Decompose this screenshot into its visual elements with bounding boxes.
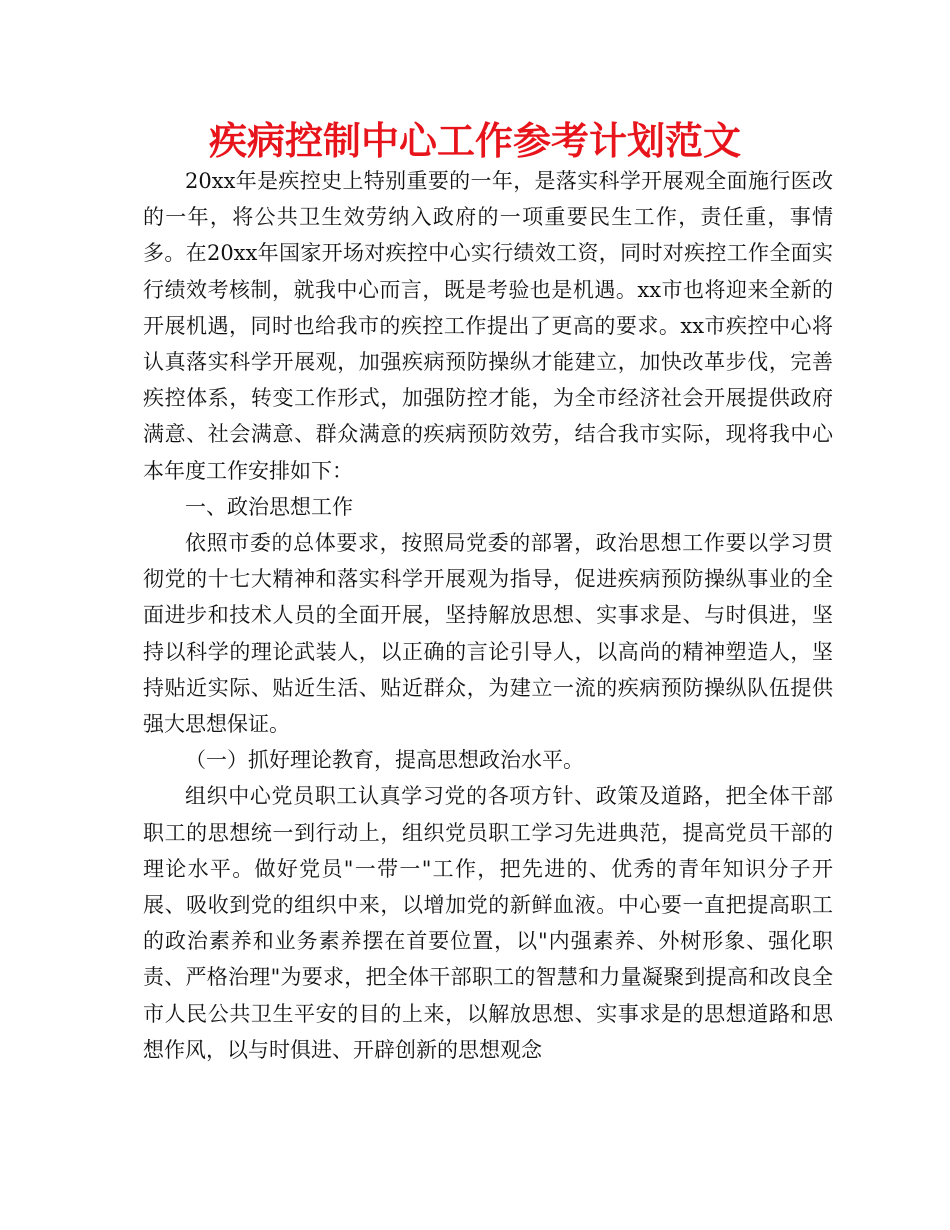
document-title: 疾病控制中心工作参考计划范文: [208, 119, 741, 163]
document-body: [143, 163, 833, 1068]
paragraph-intro: 20xx年是疾控史上特别重要的一年，是落实科学开展观全面施行医改的一年，将公共卫生效劳纳入政府的一项重要民生工作，责任重，事情多。在20xx年国家开场对疾控中心实行绩效工资，同时对疾控工作全面实行绩效考核制，就我中心而言，既是考验也是机遇。xx市也将迎来全新的开展机遇，同时也给我市的疾控工作提出了更高的要求。xx市疾控中心将认真落实科学开展观，加强疾病预防操纵才能建立，加快改革步伐，完善疾控体系，转变工作形式，加强防控才能，为全市经济社会开展提供政府满意、社会满意、群众满意的疾病预防效劳，结合我市实际，现将我中心本年度工作安排如下：: [143, 169, 833, 483]
section-heading-political-work: 一、政治思想工作: [185, 494, 353, 519]
subsection-heading-theory-education: （一）抓好理论教育，提高思想政治水平。: [185, 748, 584, 773]
paragraph-theory-education: 组织中心党员职工认真学习党的各项方针、政策及道路，把全体干部职工的思想统一到行动上，组织党员职工学习先进典范，提高党员干部的理论水平。做好党员"一带一"工作，把先进的、优秀的青年知识分子开展、吸收到党的组织中来，以增加党的新鲜血液。中心要一直把提高职工的政治素养和业务素养摆在首要位置，以"内强素养、外树形象、强化职责、严格治理"为要求，把全体干部职工的智慧和力量凝聚到提高和改良全市人民公共卫生平安的目的上来，以解放思想、实事求是的思想道路和思想作风，以与时俱进、开辟创新的思想观念: [143, 784, 833, 1062]
paragraph-political-work: 依照市委的总体要求，按照局党委的部署，政治思想工作要以学习贯彻党的十七大精神和落实科学开展观为指导，促进疾病预防操纵事业的全面进步和技术人员的全面开展，坚持解放思想、实事求是、与时俱进，坚持以科学的理论武装人，以正确的言论引导人，以高尚的精神塑造人，坚持贴近实际、贴近生活、贴近群众，为建立一流的疾病预防操纵队伍提供强大思想保证。: [143, 531, 833, 737]
